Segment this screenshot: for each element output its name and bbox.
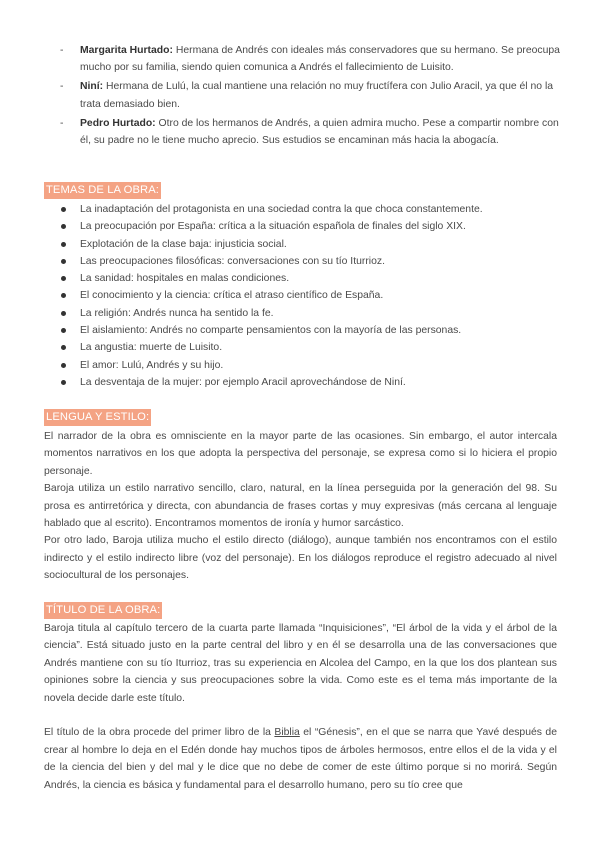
paragraph: Baroja titula al capítulo tercero de la cuarta parte llamada “Inquisiciones”, “El árbol de la vida y el árbol de la ciencia”. Está situado justo en la parte central del libro y en él se desarrolla una de las conversaciones que Andrés mantiene con su tío Iturrioz, tras su experiencia en Alcolea del Campo, en la que los dos plantean sus opiniones sobre la ciencia y sus preocupaciones sobre la vida. Como este es el tema más importante de la novela decide darle este título. (44, 623, 557, 704)
bullet-icon (61, 311, 66, 316)
character-name: Niní: (80, 81, 104, 93)
list-item (60, 236, 560, 253)
tema-text: Las preocupaciones filosóficas: conversaciones con su tío Iturrioz. (80, 255, 385, 267)
tema-text: La desventaja de la mujer: por ejemplo Aracil aprovechándose de Niní. (80, 376, 406, 388)
bullet-icon (61, 363, 66, 368)
character-description: Hermana de Andrés con ideales más conservadores que su hermano. Se preocupa mucho por su familia, siendo quien comunica a Andrés el fallecimiento de Luisito. (80, 45, 560, 74)
list-item (60, 305, 560, 322)
tema-text: La inadaptación del protagonista en una sociedad contra la que choca constantemente. (80, 204, 483, 215)
tema-text: La preocupación por España: crítica a la situación española de finales del siglo XIX. (80, 221, 466, 233)
tema-text: La sanidad: hospitales en malas condiciones. (80, 273, 290, 285)
bullet-icon (61, 242, 66, 247)
bullet-icon (61, 224, 66, 229)
paragraph: Baroja utiliza un estilo narrativo sencillo, claro, natural, en la línea perseguida por la generación del 98. Su prosa es antirretórica y directa, con abundancia de frases cortas y muy expresivas (más cercana al lenguaje hablado que al escrito). Encontramos momentos de ironía y humor sarcástico. (44, 483, 557, 530)
bullet-icon (61, 207, 66, 212)
list-item (60, 253, 560, 270)
tema-text: El aislamiento: Andrés no comparte pensamientos con la mayoría de las personas. (80, 325, 462, 337)
dash-marker: - (60, 117, 64, 129)
biblia-link[interactable]: Biblia (274, 727, 300, 739)
list-item (60, 357, 560, 374)
bullet-icon (61, 276, 66, 281)
tema-text: El amor: Lulú, Andrés y su hijo. (80, 359, 224, 371)
tema-text: La angustia: muerte de Luisito. (80, 342, 223, 354)
text-span: el “Génesis”, en el que se narra que Yavé después de crear al hombre lo deja en el Edén donde hay muchos tipos de árboles hermosos, entre ellos el de la vida y el de la ciencia del bien y del mal y le dice que no debe de comer de este último porque si no morirá. Según Andrés, la ciencia es básica y fundamental para el desarrollo humano, pero su tío cree que (44, 727, 557, 791)
text-span: El título de la obra procede del primer libro de la (44, 727, 275, 739)
bullet-icon (61, 345, 66, 350)
list-item (60, 42, 560, 77)
paragraph: El narrador de la obra es omnisciente en la mayor parte de las ocasiones. Sin embargo, el autor intercala momentos narrativos en los que adopta la perspectiva del personaje, se expresa como si lo hiciera el propio personaje. (44, 431, 557, 477)
list-item (60, 339, 560, 356)
character-description: Hermana de Lulú, la cual mantiene una relación no muy fructífera con Julio Aracil, ya que él no la trata demasiado bien. (80, 81, 554, 110)
list-item (60, 218, 560, 235)
dash-marker: - (60, 81, 64, 93)
list-item (60, 322, 560, 339)
list-item (60, 115, 560, 150)
paragraph: Por otro lado, Baroja utiliza mucho el estilo directo (diálogo), aunque también nos encontramos con el estilo indirecto y el estilo indirecto libre (voz del personaje). En los diálogos reproduce el registro adecuado al nivel sociocultural de los personajes. (44, 535, 557, 582)
list-item (60, 78, 560, 113)
bullet-icon (61, 380, 66, 385)
tema-text: Explotación de la clase baja: injusticia social. (80, 238, 287, 250)
paragraph (44, 724, 557, 794)
character-name: Margarita Hurtado: (80, 45, 173, 56)
character-name: Pedro Hurtado: (80, 117, 156, 129)
dash-marker: - (60, 45, 64, 56)
tema-text: El conocimiento y la ciencia: crítica el atraso científico de España. (80, 290, 384, 302)
bullet-icon (61, 259, 66, 264)
bullet-icon (61, 293, 66, 298)
character-description: Otro de los hermanos de Andrés, a quien admira mucho. Pese a compartir nombre con él, su padre no le tiene mucho aprecio. Sus estudios se encaminan más hacia la abogacía. (80, 117, 559, 147)
lengua-heading: LENGUA Y ESTILO: (44, 409, 151, 426)
list-item (60, 287, 560, 304)
temas-list (60, 201, 560, 391)
temas-heading: TEMAS DE LA OBRA: (44, 182, 161, 199)
list-item (60, 374, 560, 391)
list-item (60, 270, 560, 287)
list-item (60, 201, 560, 218)
titulo-section (44, 620, 557, 794)
tema-text: La religión: Andrés nunca ha sentido la fe. (80, 307, 274, 319)
lengua-section (44, 428, 557, 585)
character-list (60, 42, 560, 151)
titulo-heading: TÍTULO DE LA OBRA: (44, 602, 162, 619)
bullet-icon (61, 328, 66, 333)
